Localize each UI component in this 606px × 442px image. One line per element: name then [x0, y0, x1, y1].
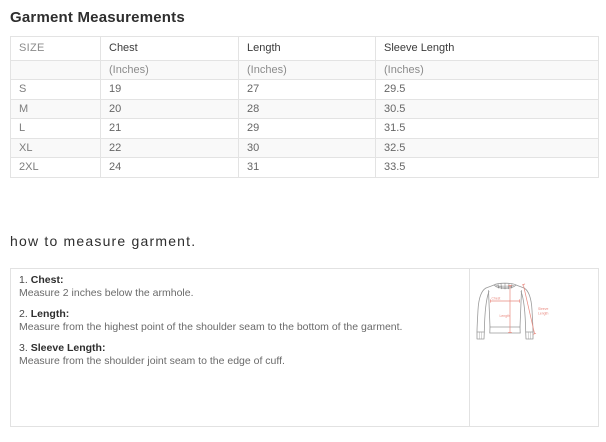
- instruction-number: 2.: [19, 307, 28, 320]
- chest-cell: 20: [101, 99, 239, 119]
- instruction-chest: [19, 274, 461, 301]
- sleeve-cell: 31.5: [376, 119, 599, 139]
- instruction-label: Length:: [30, 307, 70, 320]
- length-cell: 31: [239, 158, 376, 178]
- chest-cell: 24: [101, 158, 239, 178]
- instruction-text: Measure from the shoulder joint seam to the edge of cuff.: [19, 355, 285, 367]
- sleeve-cell: 33.5: [376, 158, 599, 178]
- table-header-row: [11, 37, 599, 61]
- length-label: Length: [499, 313, 510, 318]
- table-row-l: [11, 119, 599, 139]
- size-cell: XL: [11, 138, 101, 158]
- col-header-size: SIZE: [11, 37, 101, 61]
- instruction-length: [19, 308, 461, 335]
- sleeve-cell: 29.5: [376, 80, 599, 100]
- units-cell-chest: (Inches): [101, 60, 239, 80]
- units-cell-sleeve: (Inches): [376, 60, 599, 80]
- size-cell: L: [11, 119, 101, 139]
- howto-section-title: how to measure garment.: [10, 232, 197, 249]
- size-cell: M: [11, 99, 101, 119]
- table-row-xl: [11, 138, 599, 158]
- page-title: Garment Measurements: [10, 9, 185, 26]
- instruction-number: 3.: [19, 341, 28, 354]
- units-cell-size: [11, 60, 101, 80]
- chest-label: Chest: [491, 296, 501, 301]
- howto-instructions: [11, 269, 470, 426]
- instruction-heading: [19, 274, 461, 288]
- length-cell: 30: [239, 138, 376, 158]
- sleeve-label-line2: Length: [538, 311, 549, 315]
- length-cell: 27: [239, 80, 376, 100]
- table-units-row: [11, 60, 599, 80]
- table-row-s: [11, 80, 599, 100]
- length-measure-line: [508, 285, 511, 332]
- instruction-label: Sleeve Length:: [30, 341, 106, 354]
- garment-diagram-cell: [470, 269, 598, 426]
- table-row-m: [11, 99, 599, 119]
- size-cell: 2XL: [11, 158, 101, 178]
- instruction-text: Measure 2 inches below the armhole.: [19, 287, 194, 299]
- col-header-length: Length: [239, 37, 376, 61]
- instruction-number: 1.: [19, 273, 28, 286]
- instruction-text: Measure from the highest point of the shoulder seam to the bottom of the garment.: [19, 321, 403, 333]
- howto-box: [10, 268, 599, 427]
- instruction-heading: [19, 342, 461, 356]
- length-cell: 29: [239, 119, 376, 139]
- instruction-label: Chest:: [30, 273, 64, 286]
- instruction-heading: [19, 308, 461, 322]
- sweater-measure-diagram-icon: [472, 277, 560, 353]
- measurements-table: [10, 36, 599, 178]
- chest-cell: 21: [101, 119, 239, 139]
- sleeve-cell: 32.5: [376, 138, 599, 158]
- sleeve-cell: 30.5: [376, 99, 599, 119]
- units-cell-length: (Inches): [239, 60, 376, 80]
- sleeve-label-line1: Sleeve: [538, 306, 549, 311]
- length-cell: 28: [239, 99, 376, 119]
- chest-cell: 22: [101, 138, 239, 158]
- size-cell: S: [11, 80, 101, 100]
- instruction-sleeve-length: [19, 342, 461, 369]
- table-row-2xl: [11, 158, 599, 178]
- col-header-sleeve: Sleeve Length: [376, 37, 599, 61]
- col-header-chest: Chest: [101, 37, 239, 61]
- chest-cell: 19: [101, 80, 239, 100]
